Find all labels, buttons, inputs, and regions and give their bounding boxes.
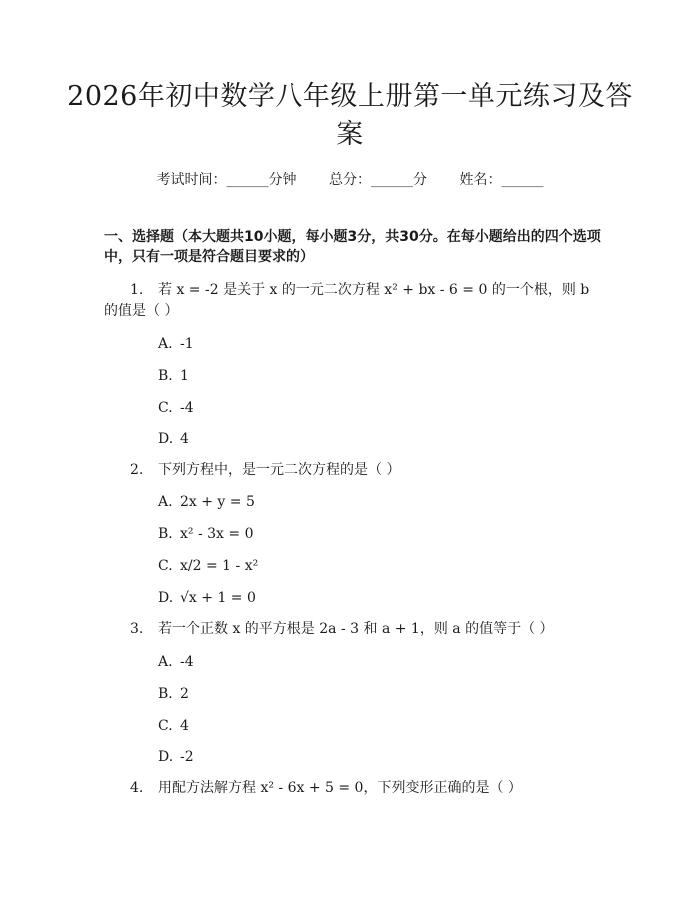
option-letter: C. <box>158 558 173 574</box>
section-heading: 一、选择题（本大题共10小题，每小题3分，共30分。在每小题给出的四个选项中，只有一项是符合题目要求的） <box>104 229 601 265</box>
option-letter: A. <box>158 654 173 670</box>
option-letter: A. <box>158 336 173 352</box>
question-2-option-d <box>158 588 256 608</box>
option-text: x² - 3x = 0 <box>180 526 254 542</box>
total-score <box>329 172 427 188</box>
question-3-option-d <box>158 747 194 767</box>
option-text: -4 <box>180 400 194 416</box>
student-name-blank: ______ <box>501 172 544 188</box>
question-4 <box>104 778 604 799</box>
option-text: -4 <box>180 654 194 670</box>
student-name-label: 姓名： <box>459 172 502 188</box>
student-name <box>459 172 543 188</box>
option-text: 1 <box>180 368 189 384</box>
question-1-option-d <box>158 429 189 449</box>
option-letter: B. <box>158 368 173 384</box>
question-2 <box>104 460 604 481</box>
question-text: 若 x = -2 是关于 x 的一元二次方程 x² + bx - 6 = 0 的一个根，则 b 的值是（ ） <box>104 282 590 319</box>
option-text: -1 <box>180 336 194 352</box>
option-letter: D. <box>158 590 174 606</box>
question-3-option-c <box>158 716 189 736</box>
question-1-option-c <box>158 398 194 418</box>
question-2-option-c <box>158 556 258 576</box>
option-text: 2 <box>180 686 189 702</box>
question-3 <box>104 619 604 640</box>
question-number: 1. <box>130 282 144 298</box>
option-text: 4 <box>180 718 189 734</box>
question-number: 4. <box>130 780 144 796</box>
question-3-option-a <box>158 652 194 672</box>
option-text: √x + 1 = 0 <box>180 590 256 606</box>
question-number: 3. <box>130 621 144 637</box>
total-score-unit: 分 <box>413 172 427 188</box>
option-letter: C. <box>158 718 173 734</box>
option-letter: B. <box>158 686 173 702</box>
option-letter: A. <box>158 494 173 510</box>
question-3-option-b <box>158 684 189 704</box>
question-2-option-b <box>158 524 253 544</box>
option-letter: D. <box>158 749 174 765</box>
question-text: 下列方程中，是一元二次方程的是（ ） <box>158 462 401 478</box>
option-text: 2x + y = 5 <box>180 494 255 510</box>
question-text: 用配方法解方程 x² - 6x + 5 = 0，下列变形正确的是（ ） <box>158 780 522 796</box>
option-letter: D. <box>158 431 174 447</box>
exam-time <box>157 172 297 188</box>
question-2-option-a <box>158 492 255 512</box>
exam-time-blank: ______ <box>226 172 269 188</box>
exam-time-label: 考试时间： <box>156 172 227 188</box>
option-text: x/2 = 1 - x² <box>180 558 259 574</box>
option-text: -2 <box>180 749 194 765</box>
total-score-label: 总分： <box>329 172 371 188</box>
exam-info-line <box>0 169 700 189</box>
question-text: 若一个正数 x 的平方根是 2a - 3 和 a + 1，则 a 的值等于（ ） <box>158 621 554 637</box>
question-1 <box>104 280 604 322</box>
exam-time-unit: 分钟 <box>268 172 297 188</box>
question-1-option-b <box>158 366 189 386</box>
option-letter: B. <box>158 526 173 542</box>
question-1-option-a <box>158 334 194 354</box>
question-number: 2. <box>130 462 144 478</box>
total-score-blank: ______ <box>371 172 413 188</box>
option-letter: C. <box>158 400 173 416</box>
option-text: 4 <box>180 431 189 447</box>
page-title: 2026年初中数学八年级上册第一单元练习及答案 <box>67 81 633 150</box>
